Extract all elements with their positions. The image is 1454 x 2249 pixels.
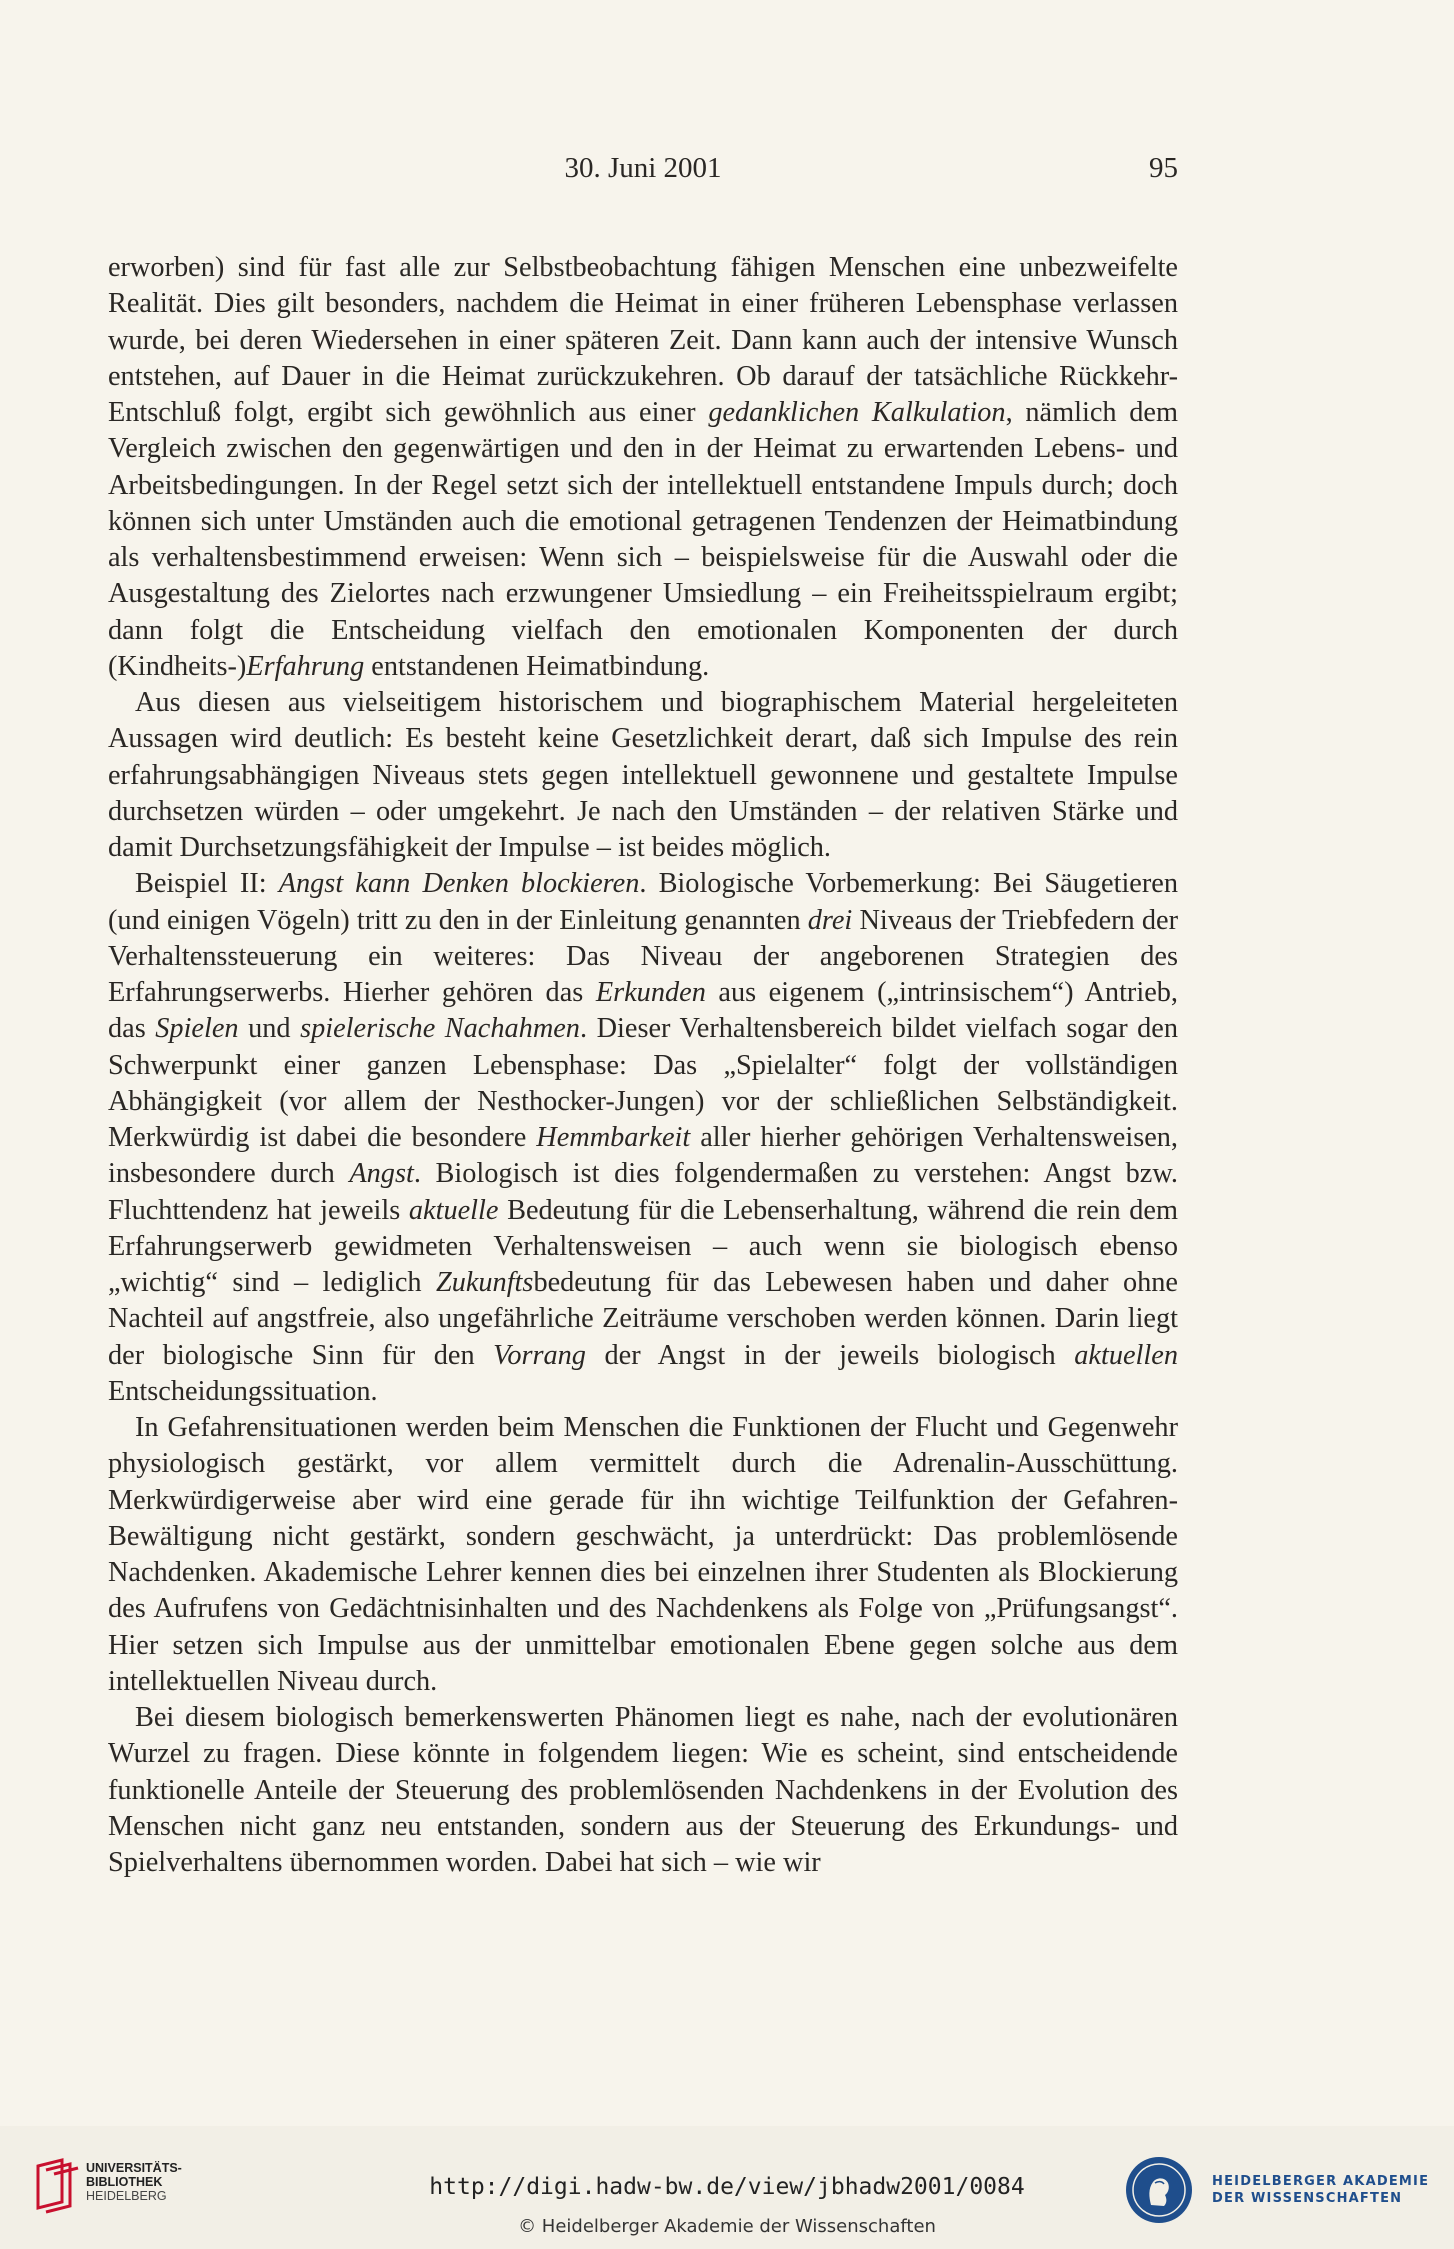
text-run: Aus diesen aus vielseitigem historischem und biographischem Material hergeleiteten Aussagen wird deutlich: Es besteht keine Gesetzlichkeit derart, daß sich Impulse des rein erfahrungsabhängigen Niveaus stets gegen intellektuell gewonnene und gestaltete Impulse durchsetzen würden – oder umgekehrt. Je nach den Umständen – der relativen Stärke und damit Durchsetzungsfähigkeit der Impulse – ist beides möglich.: [108, 687, 1178, 863]
text-run: aus eigenem („intrinsischem“) Antrieb, das: [108, 977, 1178, 1045]
hadw-line-2: DER WISSENSCHAFTEN: [1212, 2191, 1403, 2206]
emphasis: Spielen: [155, 1013, 239, 1045]
emphasis: aktuellen: [1074, 1339, 1178, 1371]
page-number: 95: [1149, 152, 1178, 184]
hadw-line-1: HEIDELBERGER AKADEMIE: [1212, 2174, 1430, 2189]
body-text: [108, 250, 1178, 1881]
emphasis: gedanklichen Kalkulation: [708, 397, 1006, 428]
page-header: [108, 152, 1178, 192]
text-run: entstandenen Heimatbindung.: [364, 650, 710, 682]
running-title: 30. Juni 2001: [564, 152, 722, 184]
text-run: . Biologisch ist dies folgendermaßen zu verstehen: Angst bzw. Fluchttendenz hat jeweils: [108, 1158, 1178, 1226]
emphasis: Hemmbarkeit: [536, 1122, 691, 1153]
emphasis: Angst kann Denken blockieren: [278, 868, 640, 900]
paragraph: [108, 685, 1178, 866]
permalink-url[interactable]: http://digi.hadw-bw.de/view/jbhadw2001/0084: [429, 2174, 1025, 2200]
text-run: Entscheidungssituation.: [108, 1375, 378, 1407]
emphasis: Angst: [349, 1158, 414, 1190]
text-run: Beispiel II:: [135, 868, 279, 900]
emphasis: Vorrang: [493, 1339, 586, 1371]
text-run: , nämlich dem Vergleich zwischen den gegenwärtigen und den in der Heimat zu erwartenden Lebens- und Arbeitsbedingungen. In der Regel setzt sich der intellektuell entstandene Impuls durch; doch können sich unter Umständen auch die emotional getragenen Tendenzen der Heimatbindung als verhaltensbestimmend erweisen: Wenn sich – beispielsweise für die Auswahl oder die Ausgestaltung des Zielortes nach erzwungener Umsiedlung – ein Freiheitsspielraum ergibt; dann folgt die Entscheidung vielfach den emotionalen Komponenten der durch (Kindheits-): [108, 397, 1179, 682]
text-run: Bei diesem biologisch bemerkenswerten Phänomen liegt es nahe, nach der evolutionären Wurzel zu fragen. Diese könnte in folgendem liegen: Wie es scheint, sind entscheidende funktionelle Anteile der Steuerung des problemlösenden Nachdenkens in der Evolution des Menschen nicht ganz neu entstanden, sondern aus der Steuerung des Erkundungs- und Spielverhaltens übernommen worden. Dabei hat sich – wie wir: [108, 1702, 1178, 1878]
emphasis: Erkunden: [595, 977, 706, 1008]
text-run: . Dieser Verhaltensbereich bildet vielfach sogar den Schwerpunkt einer ganzen Lebensphase: Das „Spielalter“ folgt der vollständigen Abhängigkeit (vor allem der Nesthocker-Jungen) vor der schließlichen Selbständigkeit. Merkwürdig ist dabei die besondere: [108, 1013, 1179, 1153]
paragraph: [108, 250, 1178, 685]
text-run: Niveaus der Triebfedern der Verhaltenssteuerung ein weiteres: Das Niveau der angeborenen Strategien des Erfahrungserwerbs. Hierher gehören das: [108, 904, 1178, 1008]
text-run: und: [238, 1013, 301, 1045]
ub-line-3: HEIDELBERG: [86, 2189, 167, 2203]
ub-line-1: UNIVERSITÄTS-: [86, 2161, 182, 2175]
text-run: erworben) sind für fast alle zur Selbstbeobachtung fähigen Menschen eine unbezweifelte Realität. Dies gilt besonders, nachdem die Heimat in einer früheren Lebensphase verlassen wurde, bei deren Wiedersehen in einer späteren Zeit. Dann kann auch der intensive Wunsch entstehen, auf Dauer in die Heimat zurückzukehren. Ob darauf der tatsächliche Rückkehr-Entschluß folgt, ergibt sich gewöhnlich aus einer: [108, 252, 1178, 428]
emphasis: drei: [807, 904, 853, 936]
emphasis: aktuelle: [408, 1194, 499, 1226]
hadw-wordmark: [1212, 2173, 1429, 2207]
copyright-notice: © Heidelberger Akademie der Wissenschaften: [518, 2216, 936, 2237]
paragraph: [108, 1700, 1178, 1881]
text-run: bedeutung für das Lebewesen haben und daher ohne Nachteil auf angstfreie, also ungefährliche Zeiträume verschoben werden können. Darin liegt der biologische Sinn für den: [108, 1267, 1178, 1371]
paragraph: [108, 866, 1178, 1410]
text-run: aller hierher gehörigen Verhaltensweisen, insbesondere durch: [108, 1122, 1179, 1190]
footer: [0, 2126, 1454, 2249]
text-run: Bedeutung für die Lebenserhaltung, während die rein dem Erfahrungserwerb gewidmeten Verhaltensweisen – auch wenn sie biologisch ebenso „wichtig“ sind – lediglich: [108, 1194, 1178, 1298]
ub-line-2: BIBLIOTHEK: [86, 2175, 163, 2189]
emphasis: Zukunfts: [435, 1267, 534, 1298]
paragraph: [108, 1410, 1178, 1700]
text-run: der Angst in der jeweils biologisch: [585, 1339, 1075, 1371]
emphasis: spielerische Nachahmen: [300, 1013, 580, 1045]
text-run: . Biologische Vorbemerkung: Bei Säugetieren (und einigen Vögeln) tritt zu den in der Einleitung genannten: [108, 868, 1179, 936]
emphasis: Erfahrung: [246, 650, 365, 682]
text-run: In Gefahrensituationen werden beim Menschen die Funktionen der Flucht und Gegenwehr physiologisch gestärkt, vor allem vermittelt durch die Adrenalin-Ausschüttung. Merkwürdigerweise aber wird eine gerade für ihn wichtige Teilfunktion der Gefahren-Bewältigung nicht gestärkt, sondern geschwächt, ja unterdrückt: Das problemlösende Nachdenken. Akademische Lehrer kennen dies bei einzelnen ihrer Studenten als Blockierung des Aufrufens von Gedächtnisinhalten und des Nachdenkens als Folge von „Prüfungsangst“. Hier setzen sich Impulse aus der unmittelbar emotionalen Ebene gegen solche aus dem intellektuellen Niveau durch.: [108, 1412, 1178, 1697]
hadw-seal-icon: [1124, 2155, 1194, 2225]
